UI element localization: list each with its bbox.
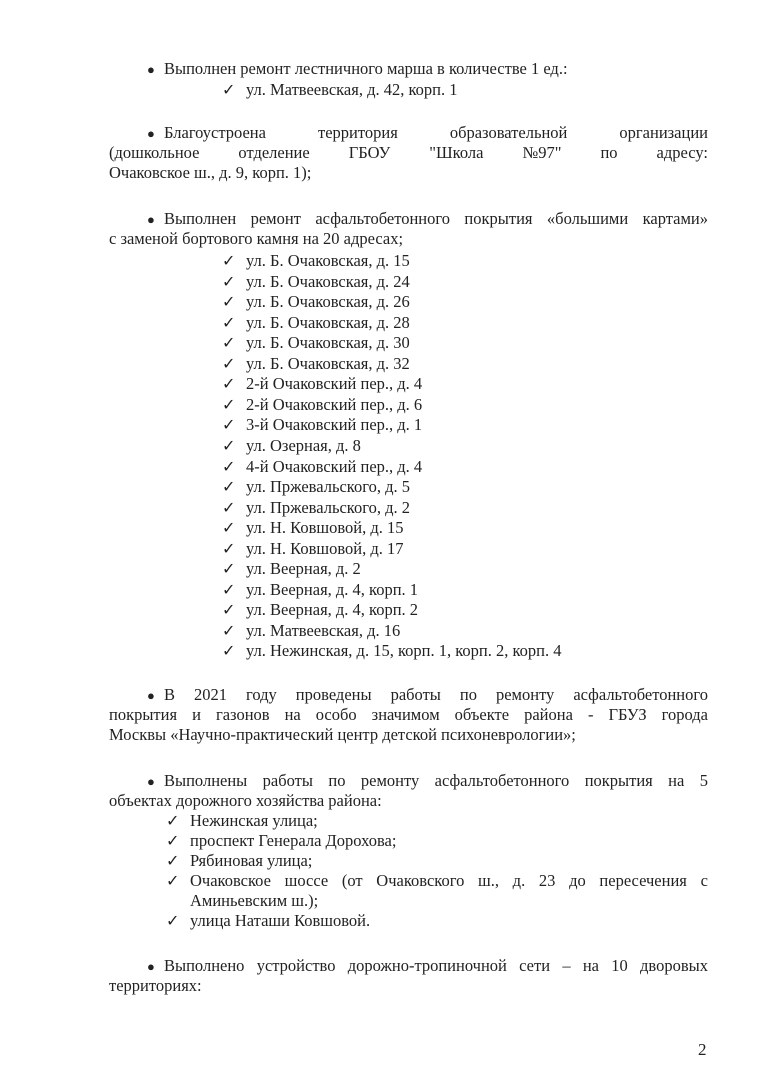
- paragraph-line: с заменой бортового камня на 20 адресах;: [109, 229, 404, 248]
- list-item: 2-й Очаковский пер., д. 6: [246, 395, 423, 414]
- list-item: 3-й Очаковский пер., д. 1: [246, 415, 423, 434]
- list-item: Рябиновая улица;: [190, 851, 313, 870]
- justified-line: В 2021 году проведены работы по ремонту асфальтобетонного: [164, 685, 708, 704]
- list-item: ул. Озерная, д. 8: [246, 436, 361, 455]
- checkmark-icon: ✓: [222, 477, 236, 496]
- paragraph-line: объектах дорожного хозяйства района:: [109, 791, 382, 810]
- checkmark-icon: ✓: [222, 539, 236, 558]
- checkmark-icon: ✓: [166, 851, 180, 870]
- list-item: ул. Веерная, д. 4, корп. 2: [246, 600, 419, 619]
- justified-line: Благоустроена территория образовательной организации: [164, 123, 708, 142]
- bullet: ●: [147, 62, 155, 77]
- paragraph-lead: Выполнен ремонт лестничного марша в количестве 1 ед.:: [164, 59, 568, 78]
- justified-line: (дошкольное отделение ГБОУ "Школа №97" по адресу:: [109, 143, 708, 162]
- list-item: ул. Б. Очаковская, д. 15: [246, 251, 410, 270]
- bullet: ●: [147, 212, 155, 227]
- checkmark-icon: ✓: [222, 621, 236, 640]
- page-number: 2: [698, 1040, 707, 1059]
- checkmark-icon: ✓: [222, 436, 236, 455]
- checkmark-icon: ✓: [222, 313, 236, 332]
- checkmark-icon: ✓: [166, 811, 180, 830]
- paragraph-line: Очаковское ш., д. 9, корп. 1);: [109, 163, 312, 182]
- justified-line: Очаковское шоссе (от Очаковского ш., д. 23 до пересечения с: [190, 871, 708, 890]
- justified-line: покрытия и газонов на особо значимом объекте района - ГБУЗ города: [109, 705, 708, 724]
- checkmark-icon: ✓: [222, 272, 236, 291]
- justified-line: Выполнены работы по ремонту асфальтобетонного покрытия на 5: [164, 771, 708, 790]
- list-item: ул. Матвеевская, д. 16: [246, 621, 401, 640]
- list-item: ул. Пржевальского, д. 2: [246, 498, 410, 517]
- list-item: ул. Б. Очаковская, д. 30: [246, 333, 410, 352]
- bullet: ●: [147, 774, 155, 789]
- checkmark-icon: ✓: [222, 374, 236, 393]
- bullet: ●: [147, 688, 155, 703]
- list-item: ул. Пржевальского, д. 5: [246, 477, 410, 496]
- checkmark-icon: ✓: [222, 415, 236, 434]
- checkmark-icon: ✓: [166, 831, 180, 850]
- paragraph-line: Москвы «Научно-практический центр детской психоневрологии»;: [109, 725, 576, 744]
- list-item: ул. Матвеевская, д. 42, корп. 1: [246, 80, 458, 99]
- paragraph-line: территориях:: [109, 976, 202, 995]
- checkmark-icon: ✓: [222, 559, 236, 578]
- checkmark-icon: ✓: [222, 80, 236, 99]
- list-item: ул. Б. Очаковская, д. 32: [246, 354, 410, 373]
- list-item: 2-й Очаковский пер., д. 4: [246, 374, 423, 393]
- list-item: ул. Веерная, д. 4, корп. 1: [246, 580, 419, 599]
- list-item: улица Наташи Ковшовой.: [190, 911, 371, 930]
- checkmark-icon: ✓: [166, 911, 180, 930]
- justified-line: Выполнено устройство дорожно-тропиночной сети – на 10 дворовых: [164, 956, 708, 975]
- checkmark-icon: ✓: [222, 498, 236, 517]
- list-item: ул. Веерная, д. 2: [246, 559, 361, 578]
- list-item: ул. Б. Очаковская, д. 28: [246, 313, 410, 332]
- list-item: Нежинская улица;: [190, 811, 318, 830]
- list-item: ул. Нежинская, д. 15, корп. 1, корп. 2, корп. 4: [246, 641, 562, 660]
- checkmark-icon: ✓: [222, 580, 236, 599]
- list-item: ул. Б. Очаковская, д. 24: [246, 272, 410, 291]
- checkmark-icon: ✓: [222, 251, 236, 270]
- list-item: ул. Н. Ковшовой, д. 15: [246, 518, 404, 537]
- checkmark-icon: ✓: [222, 518, 236, 537]
- checkmark-icon: ✓: [222, 641, 236, 660]
- checkmark-icon: ✓: [222, 354, 236, 373]
- list-item-continuation: Аминьевским ш.);: [190, 891, 319, 910]
- checkmark-icon: ✓: [222, 333, 236, 352]
- bullet: ●: [147, 959, 155, 974]
- checkmark-icon: ✓: [222, 395, 236, 414]
- checkmark-icon: ✓: [166, 871, 180, 890]
- list-item: 4-й Очаковский пер., д. 4: [246, 457, 423, 476]
- checkmark-icon: ✓: [222, 457, 236, 476]
- list-item: ул. Б. Очаковская, д. 26: [246, 292, 410, 311]
- paragraph-line: Выполнен ремонт асфальтобетонного покрытия «большими картами»: [164, 209, 708, 228]
- checkmark-icon: ✓: [222, 292, 236, 311]
- list-item: проспект Генерала Дорохова;: [190, 831, 397, 850]
- list-item: ул. Н. Ковшовой, д. 17: [246, 539, 404, 558]
- bullet: ●: [147, 126, 155, 141]
- checkmark-icon: ✓: [222, 600, 236, 619]
